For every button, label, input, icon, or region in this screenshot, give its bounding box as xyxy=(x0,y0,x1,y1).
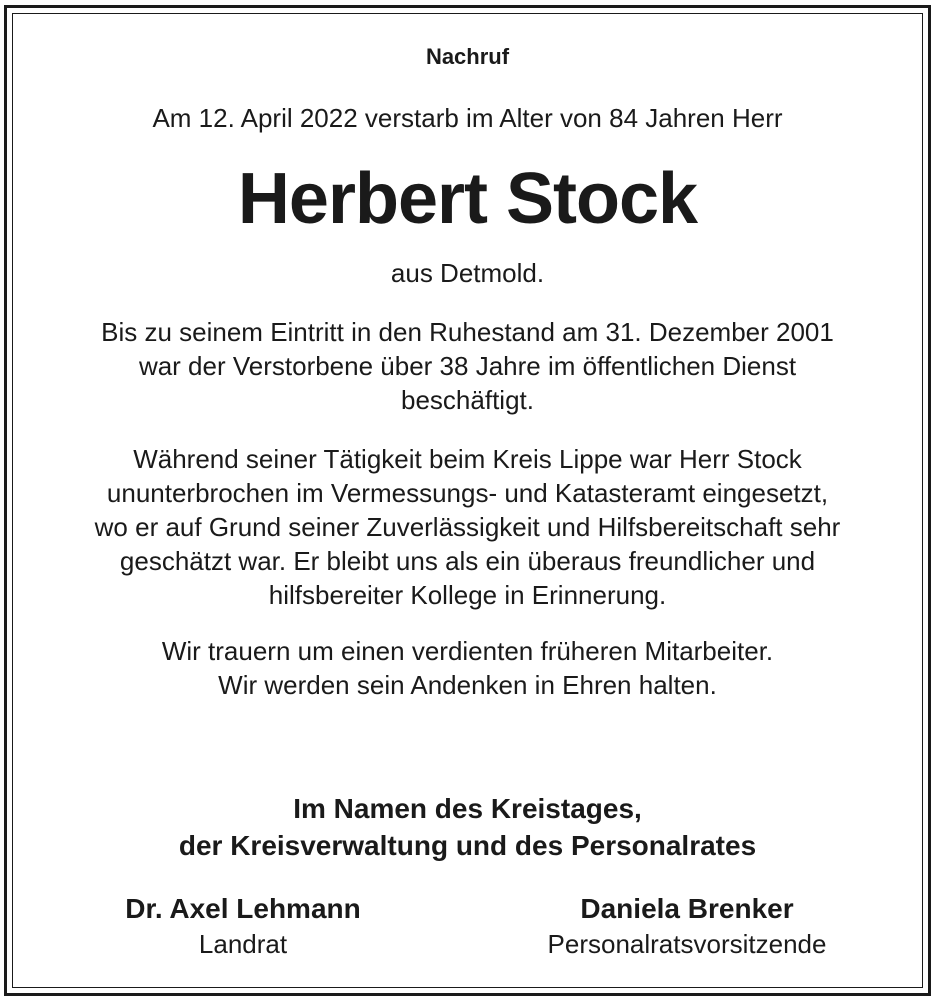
paragraph-line: Wir werden sein Andenken in Ehren halten. xyxy=(218,670,717,700)
paragraph-line: war der Verstorbene über 38 Jahre im öffentlichen Dienst xyxy=(138,351,797,381)
signer-name: Daniela Brenker xyxy=(580,893,794,924)
signer-name: Dr. Axel Lehmann xyxy=(125,893,361,924)
signature-heading-line: der Kreisverwaltung und des Personalrates xyxy=(178,830,757,861)
paragraph-work xyxy=(13,442,922,612)
paragraph-line: ununterbrochen im Vermessungs- und Katasteramt eingesetzt, xyxy=(106,478,829,508)
notice-heading: Nachruf xyxy=(425,44,510,69)
signer-landrat xyxy=(33,891,453,961)
paragraph-line: geschätzt war. Er bleibt uns als ein überaus freundlicher und xyxy=(119,546,816,576)
paragraph-mourning xyxy=(13,634,922,702)
paragraph-line: hilfsbereiter Kollege in Erinnerung. xyxy=(268,580,667,610)
intro-line: Am 12. April 2022 verstarb im Alter von 84 Jahren Herr xyxy=(152,103,783,133)
deceased-name: Herbert Stock xyxy=(237,159,698,239)
paragraph-career xyxy=(13,315,922,417)
origin-line: aus Detmold. xyxy=(390,258,545,288)
paragraph-line: Bis zu seinem Eintritt in den Ruhestand am 31. Dezember 2001 xyxy=(101,317,834,347)
paragraph-line: Wir trauern um einen verdienten früheren Mitarbeiter. xyxy=(161,636,774,666)
signer-personalrat xyxy=(477,891,897,961)
signature-heading xyxy=(13,790,922,864)
signature-heading-line: Im Namen des Kreistages, xyxy=(293,793,642,824)
paragraph-line: Während seiner Tätigkeit beim Kreis Lippe war Herr Stock xyxy=(133,444,802,474)
paragraph-line: wo er auf Grund seiner Zuverlässigkeit und Hilfsbereitschaft sehr xyxy=(94,512,841,542)
paragraph-line: beschäftigt. xyxy=(401,385,534,415)
signer-role: Personalratsvorsitzende xyxy=(547,929,827,959)
signer-role: Landrat xyxy=(198,929,288,959)
